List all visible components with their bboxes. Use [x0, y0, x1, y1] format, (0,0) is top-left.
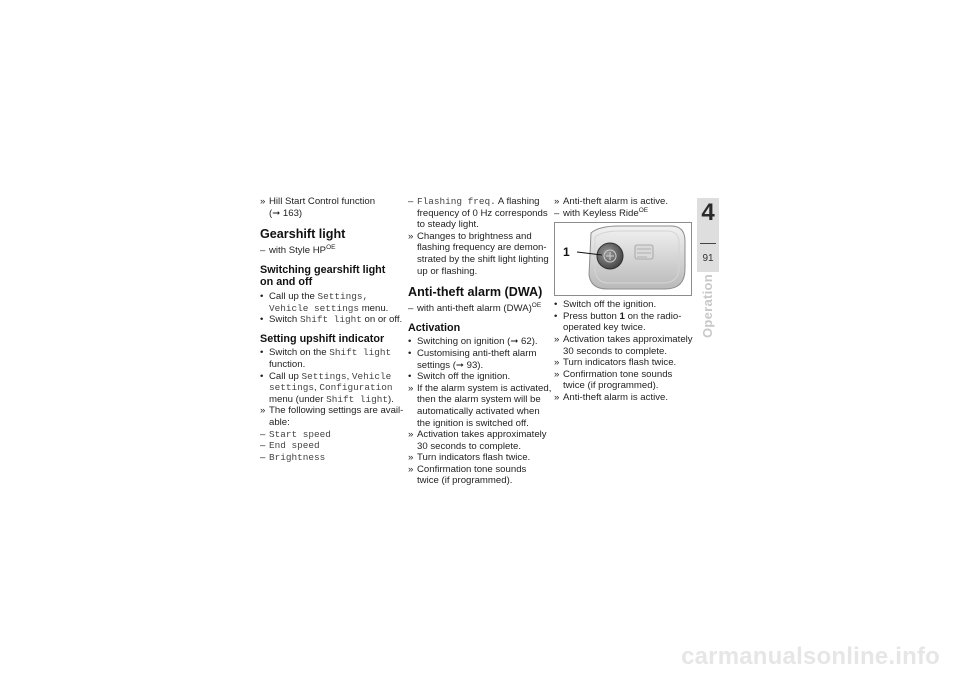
setting-option-end-speed: – End speed: [260, 440, 320, 452]
step-item: • Switch Shift light on or off.: [260, 314, 403, 326]
heading-anti-theft-alarm: Anti-theft alarm (DWA): [408, 285, 543, 300]
option-item-style-hp: [260, 245, 400, 257]
bullet-marker: •: [260, 347, 264, 359]
page-reference: (➞ 163): [269, 207, 303, 219]
step-item: • Call up the Settings, Vehicle settings menu.: [260, 290, 389, 314]
middle-column: [408, 196, 552, 487]
section-name: Operation: [700, 273, 716, 339]
right-column: [554, 196, 694, 404]
result-item-hill-start: [260, 196, 400, 219]
result-item: » Changes to brightness and flashing frequency are demon- strated by the shift light lighting up or flashing.: [408, 230, 549, 277]
step-item: • Press button 1 on the radio- operated key twice.: [554, 310, 682, 334]
oe-superscript: OE: [531, 302, 542, 310]
figure-callout-label: 1: [563, 245, 570, 260]
step-item: • Switch on the Shift light function.: [260, 347, 392, 370]
result-item: » The following settings are avail- able:: [260, 405, 404, 428]
result-marker: »: [260, 405, 266, 417]
menu-name: Vehicle settings: [269, 302, 360, 314]
bullet-marker: •: [260, 314, 264, 326]
section-side-label: [683, 273, 733, 339]
step-item: • Call up Settings, Vehicle settings, Configuration menu (under Shift light).: [260, 370, 394, 405]
option-item-keyless-ride: – with Keyless Ride$^{OE}$: [554, 206, 649, 219]
chapter-tab: [697, 198, 719, 272]
step-item: • Switch off the ignition.: [554, 299, 657, 311]
option-text: with Style HP: [269, 245, 327, 257]
bullet-marker: •: [260, 290, 264, 302]
left-column: [260, 196, 404, 463]
watermark: carmanualsonline.info: [681, 643, 940, 670]
chapter-number: 4: [701, 199, 715, 226]
setting-option-flashing-freq: – Flashing freq. A flashing frequency of 0 Hz corresponds to steady light.: [408, 196, 548, 231]
step-item: • Switch off the ignition.: [408, 371, 511, 383]
result-item: » Confirmation tone sounds twice (if programmed).: [554, 368, 673, 392]
radio-key-figure: [554, 222, 692, 296]
menu-name: Shift light: [329, 347, 392, 359]
result-item: » Anti-theft alarm is active.: [554, 196, 669, 207]
heading-gearshift-light: Gearshift light: [260, 227, 346, 242]
result-item: » Anti-theft alarm is active.: [554, 391, 669, 403]
step-item: • Customising anti-theft alarm settings (➞ 93).: [408, 347, 537, 371]
heading-setting-upshift-indicator: Setting upshift indicator: [260, 332, 385, 345]
page-number: 91: [702, 253, 714, 264]
result-item: » Activation takes approximately 30 seconds to complete.: [554, 333, 693, 357]
result-item: » Turn indicators flash twice.: [554, 357, 677, 369]
result-marker: »: [260, 196, 266, 207]
menu-name: Shift light: [299, 314, 362, 326]
setting-option-start-speed: – Start speed: [260, 428, 331, 440]
divider: [700, 243, 716, 244]
oe-superscript: OE: [638, 206, 649, 214]
heading-switching-gearshift-light: Switching gearshift light on and off: [260, 263, 386, 289]
result-item: » Confirmation tone sounds twice (if programmed).: [408, 463, 527, 487]
step-item: • Switching on ignition (➞ 62).: [408, 336, 538, 348]
bullet-marker: •: [260, 370, 264, 382]
menu-name: Settings,: [317, 290, 369, 302]
setting-option-brightness: – Brightness: [260, 451, 326, 463]
result-item: » If the alarm system is activated, then the alarm system will be automatically activated when the ignition is switched off.: [408, 382, 552, 429]
heading-activation: Activation: [408, 321, 461, 334]
option-item-dwa: – with anti-theft alarm (DWA)$^{OE}$: [408, 302, 542, 315]
result-item: » Activation takes approximately 30 seconds to complete.: [408, 429, 547, 452]
result-item: » Turn indicators flash twice.: [408, 452, 531, 464]
text-line: Hill Start Control function: [269, 196, 376, 207]
dash-marker: –: [260, 245, 266, 257]
oe-superscript: OE: [326, 244, 336, 252]
